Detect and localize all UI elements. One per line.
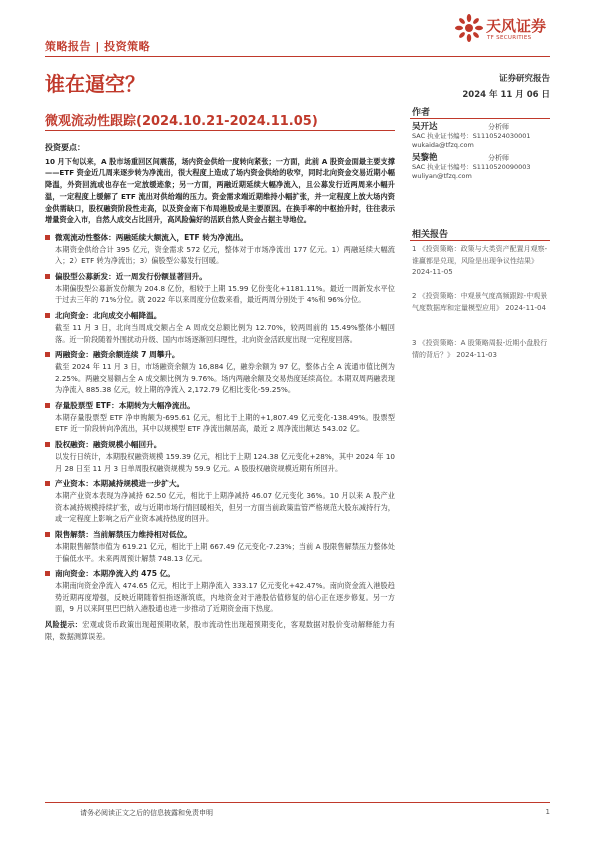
author-license: SAC 执业证书编号：S1110524030001 — [412, 132, 531, 140]
main-content — [45, 142, 395, 642]
key-point-heading: 股权融资：融资规模小幅回升。 — [45, 439, 395, 451]
risk-warning — [45, 619, 395, 642]
key-point-item — [45, 439, 395, 474]
related-report-link[interactable]: 1 《投资策略：政策与大类资产配置月观察-谁赢都是兑现，风险是出现争议性结果》 2024-11-05 — [412, 245, 548, 276]
key-point-item — [45, 478, 395, 525]
report-date: 2024 年 11 月 06 日 — [462, 90, 550, 100]
author-name: 吴开达 — [412, 122, 438, 132]
subtitle-divider — [45, 130, 395, 131]
logo-text-cn: 天风证券 — [486, 17, 547, 35]
key-point-item — [45, 232, 395, 267]
author-card — [412, 123, 552, 150]
risk-text: 宏观或货币政策出现超预期收紧，股市流动性出现超预期变化，客观数据对股价变动解释能力有限，数据测算误差。 — [45, 620, 395, 641]
key-point-heading: 南向资金：本期净流入约 475 亿。 — [45, 568, 395, 580]
footer-disclaimer: 请务必阅读正文之后的信息披露和免责申明 — [80, 809, 213, 817]
key-point-text: 本期南向资金净流入 474.65 亿元，相比于上期净流入 333.17 亿元变化+42.47%。南向资金流入港股趋势近期再度增强，反映近期随着恒指逐渐筑底，内地资金对于港股估值修复的信心正在逐步修复。另一方面，9 月以来阿里巴巴纳入港股通也进一步推动了近期资金南下热度。 — [55, 580, 395, 614]
key-point-text: 本期存量股票型 ETF 净申购额为-695.61 亿元，相比于上期的+1,807.49 亿元变化-138.49%。股票型 ETF 近一阶段转向净流出，其中以规模型 ETF 净流出额居高，最近 2 周净流出额达 543.02 亿。 — [55, 412, 395, 434]
key-point-item — [45, 568, 395, 615]
authors-divider — [410, 118, 550, 119]
logo-icon — [455, 14, 483, 42]
key-point-text: 截至 11 月 3 日，北向当周成交额占全 A 周成交总额比例为 12.70%，较两周前的 15.49%整体小幅回落。近一阶段随着外围扰动升级、国内市场逐渐回归理性，北向资金活跃度出现一定程度回落。 — [55, 322, 395, 344]
page-title: 谁在逼空？ — [45, 72, 145, 96]
key-point-item — [45, 271, 395, 306]
related-report-link[interactable]: 2 《投资策略：中观景气度高频跟踪-中观景气度数据库和定量模型应用》 2024-11-04 — [412, 292, 548, 312]
related-report-link[interactable]: 3 《投资策略：A 股策略周报-近期小盘股行情的背后？》 2024-11-03 — [412, 339, 548, 359]
author-email[interactable]: wuliyan@tfzq.com — [412, 172, 472, 180]
key-point-text: 本期限售解禁市值为 619.21 亿元，相比于上期 667.49 亿元变化-7.23%；当前 A 股限售解禁压力整体处于偏低水平。未来两周预计解禁 748.13 亿元。 — [55, 541, 395, 563]
report-type: 证券研究报告 — [498, 74, 550, 84]
risk-label: 风险提示： — [45, 620, 83, 630]
key-points-label: 投资要点： — [45, 143, 85, 152]
logo-text-en: TF SECURITIES — [487, 35, 532, 41]
key-point-heading: 偏股型公募新发：近一周发行份额显著回升。 — [45, 271, 395, 283]
key-point-item — [45, 310, 395, 345]
report-category: 策略报告 | 投资策略 — [45, 40, 151, 53]
author-role: 分析师 — [488, 123, 509, 131]
author-email[interactable]: wukaida@tfzq.com — [412, 141, 474, 149]
page-number: 1 — [545, 808, 550, 816]
author-license: SAC 执业证书编号：S1110520090003 — [412, 163, 531, 171]
key-point-heading: 两融资金：融资余额连续 7 周攀升。 — [45, 349, 395, 361]
intro-paragraph: 10 月下旬以来，A 股市场重回区间震荡，场内资金供给一度转向紧张；一方面，此前 A 股资金面最主要支撑——ETF 资金近几周来逐步转为净流出，很大程度上造成了场内资金供给的收窄，同时北向资金交易近期小幅降温，外资回流或也存在一定放缓迹象；另一方面，两融近期延续大幅净流入，且公募发行近两周来小幅升温，一定程度上缓解了 ETF 流出对供给端的压力。资金需求端近期维持小幅扩张，并一定程度上放大场内资金供需缺口，股权融资阶段性走高，以及资金南下布局港股或是主要原因。在换手率的中枢抬升时，往往表示增量资金入市，自然人成交占比回升，高风险偏好的活跃自然人资金占据主导地位。 — [45, 156, 395, 225]
company-logo — [455, 14, 555, 46]
key-point-item — [45, 529, 395, 564]
key-point-text: 本期资金供给合计 395 亿元，资金需求 572 亿元，整体对于市场净流出 177 亿元。1）两融延续大幅流入；2）ETF 转为净流出；3）偏股型公募发行回暖。 — [55, 244, 395, 266]
key-point-text: 本期偏股型公募新发份额为 204.8 亿份，相较于上期 15.99 亿份变化+1181.11%。最近一周新发水平位于过去三年的 71%分位。就 2022 年以来周度分位数来看，最近两周分别处于 4%和 96%分位。 — [55, 283, 395, 305]
key-point-heading: 存量股票型 ETF：本期转为大幅净流出。 — [45, 400, 395, 412]
header-divider — [45, 56, 550, 57]
key-point-item — [45, 349, 395, 396]
related-divider — [410, 240, 550, 241]
key-point-heading: 限售解禁：当前解禁压力维持相对低位。 — [45, 529, 395, 541]
key-point-item — [45, 400, 395, 435]
related-reports-heading: 相关报告 — [412, 230, 449, 240]
footer-divider — [45, 802, 550, 803]
key-point-heading: 产业资本：本期减持规模进一步扩大。 — [45, 478, 395, 490]
key-point-text: 截至 2024 年 11 月 3 日，市场融资余额为 16,884 亿，融券余额为 97 亿，整体占全 A 流通市值比例为 2.25%。两融交易额占全 A 成交额比例为 9.76%。场内两融余额及交易热度延续高位。本期双周两融表现为净流入 885.38 亿元，较上期的净流入 2,172.79 亿相比变化-59.25%。 — [55, 361, 395, 395]
author-name: 吴黎艳 — [412, 153, 438, 163]
author-role: 分析师 — [488, 154, 509, 162]
key-point-heading: 北向资金：北向成交小幅降温。 — [45, 310, 395, 322]
key-point-text: 以发行日统计，本期股权融资规模 159.39 亿元，相比于上期 124.38 亿元变化+28%，其中 2024 年 10 月 28 日至 11 月 3 日单周股权融资规模为 59.9 亿元。A 股股权融资规模近期有所回升。 — [55, 451, 395, 473]
report-subtitle: 微观流动性跟踪(2024.10.21-2024.11.05) — [45, 114, 318, 129]
authors-heading: 作者 — [412, 108, 431, 118]
key-point-heading: 微观流动性整体：两融延续大额流入，ETF 转为净流出。 — [45, 232, 395, 244]
author-card — [412, 154, 552, 181]
key-point-text: 本期产业资本表现为净减持 62.50 亿元，相比于上期净减持 46.07 亿元变化 36%。10 月以来 A 股产业资本减持规模持续扩张，或与近期市场行情回暖相关，但另一方面当前政策监管严格规范大股东减持行为，或一定程度上影响之后产业资本减持热度的回升。 — [55, 490, 395, 524]
